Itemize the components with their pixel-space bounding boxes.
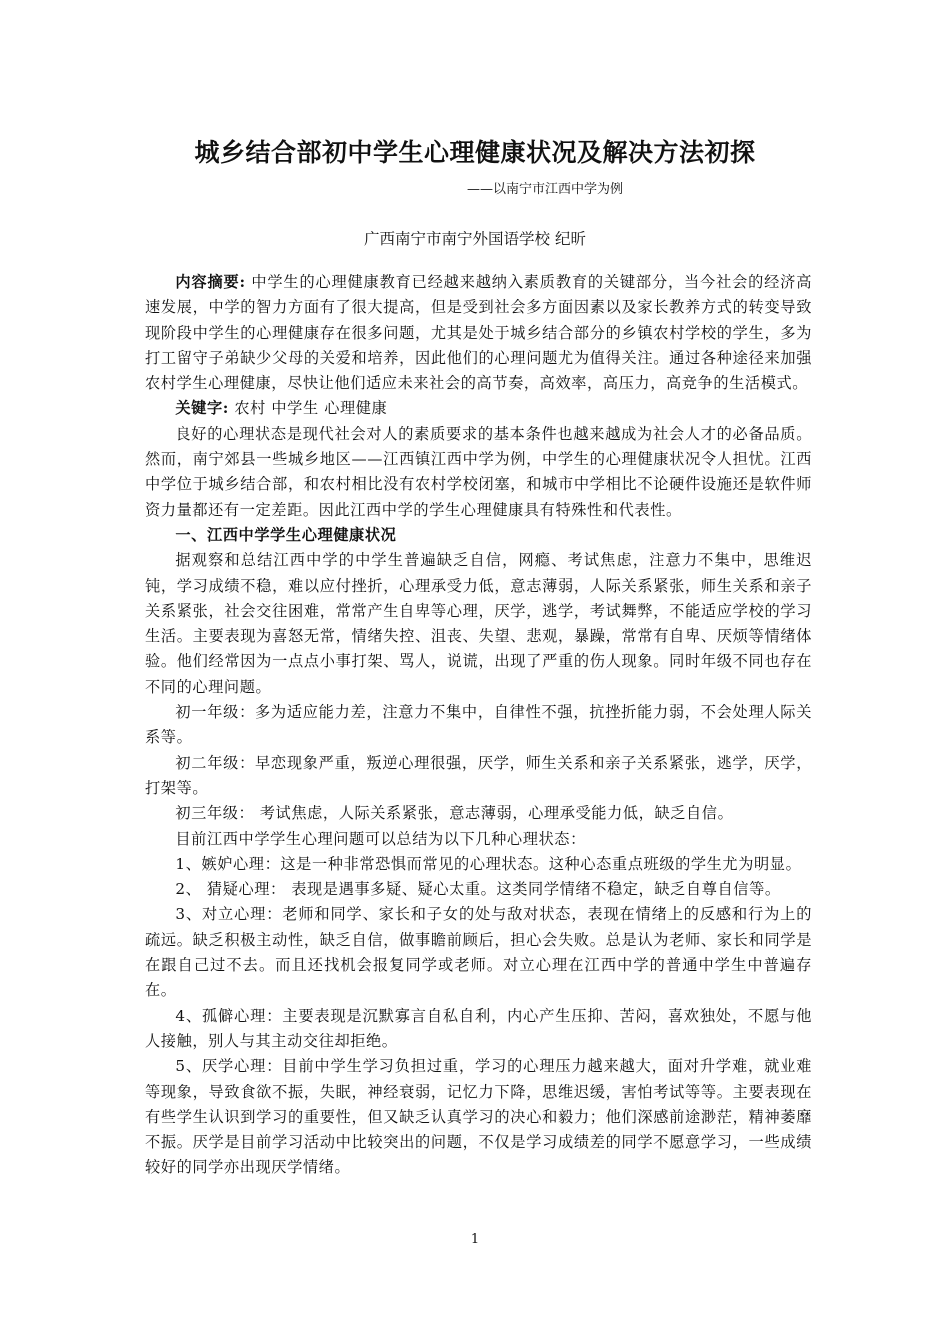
author-line: 广西南宁市南宁外国语学校 纪昕 (364, 230, 586, 248)
abstract-text: 中学生的心理健康教育已经越来越纳入素质教育的关键部分，当今社会的经济高速发展，中学的智力方面有了很大提高，但是受到社会多方面因素以及家长教养方式的转变导致现阶段中学生的心理健康存在很多问题，尤其是处于城乡结合部分的乡镇农村学校的学生，多为打工留守子弟缺少父母的关爱和培养，因此他们的心理问题尤为值得关注。通过各种途径来加强农村学生心理健康，尽快让他们适应未来社会的高节奏，高效率，高压力，高竞争的生活模式。 (145, 273, 812, 393)
summary-paragraph: 目前江西中学学生心理问题可以总结为以下几种心理状态： (175, 829, 586, 848)
intro-paragraph: 良好的心理状态是现代社会对人的素质要求的基本条件也越来越成为社会人才的必备品质。然而，南宁郊县一些城乡地区——江西镇江西中学为例，中学生的心理健康状况令人担忧。江西中学位于城乡结合部，和农村相比没有农村学校闭塞，和城市中学相比不论硬件设施还是软件师资力量都还有一定差距。因此江西中学的学生心理健康具有特殊性和代表性。 (145, 424, 812, 519)
list-item: 2、 猜疑心理： 表现是遇事多疑、疑心太重。这类同学情绪不稳定，缺乏自尊自信等。 (175, 880, 781, 899)
grade-two-paragraph: 初二年级：早恋现象严重，叛逆心理很强，厌学，师生关系和亲子关系紧张，逃学，厌学，打架等。 (145, 753, 812, 797)
section-paragraph: 据观察和总结江西中学的中学生普遍缺乏自信，网瘾、考试焦虑，注意力不集中，思维迟钝，学习成绩不稳，难以应付挫折，心理承受力低，意志薄弱，人际关系紧张，师生关系和亲子关系紧张，社会交往困难，常常产生自卑等心理，厌学，逃学，考试舞弊，不能适应学校的学习生活。主要表现为喜怒无常，情绪失控、沮丧、失望、悲观，暴躁，常常有自卑、厌烦等情绪体验。他们经常因为一点点小事打架、骂人，说谎，出现了严重的伤人现象。同时年级不同也存在不同的心理问题。 (145, 551, 812, 696)
document-title: 城乡结合部初中学生心理健康状况及解决方法初探 (194, 138, 756, 167)
abstract-paragraph (145, 270, 812, 396)
abstract-label: 内容摘要: (175, 273, 246, 291)
keywords-paragraph (145, 396, 812, 421)
list-item: 1、嫉妒心理：这是一种非常恐惧而常见的心理状态。这种心态重点班级的学生尤为明显。 (175, 854, 802, 873)
list-item: 5、厌学心理：目前中学生学习负担过重，学习的心理压力越来越大，面对升学难，就业难等现象，导致食欲不振，失眠，神经衰弱，记忆力下降，思维迟缓，害怕考试等等。主要表现在有些学生认识到学习的重要性，但又缺乏认真学习的决心和毅力；他们深感前途渺茫，精神萎靡不振。厌学是目前学习活动中比较突出的问题，不仅是学习成绩差的同学不愿意学习，一些成绩较好的同学亦出现厌学情绪。 (145, 1057, 812, 1177)
list-item: 4、孤僻心理：主要表现是沉默寡言自私自利，内心产生压抑、苦闷，喜欢独处，不愿与他人接触，别人与其主动交往却拒绝。 (145, 1006, 812, 1050)
section-heading: 一、江西中学学生心理健康状况 (175, 525, 397, 544)
keywords-label: 关键字: (175, 399, 229, 418)
page-number: 1 (470, 1232, 480, 1247)
document-body (145, 270, 812, 1181)
keywords-text: 农村 中学生 心理健康 (228, 399, 388, 418)
grade-one-paragraph: 初一年级：多为适应能力差，注意力不集中，自律性不强，抗挫折能力弱，不会处理人际关系等。 (145, 703, 812, 747)
document-subtitle: ——以南宁市江西中学为例 (466, 182, 623, 197)
grade-three-paragraph: 初三年级： 考试焦虑，人际关系紧张，意志薄弱，心理承受能力低，缺乏自信。 (175, 804, 734, 823)
list-item: 3、对立心理：老师和同学、家长和子女的处与敌对状态，表现在情绪上的反感和行为上的疏远。缺乏积极主动性，缺乏自信，做事瞻前顾后，担心会失败。总是认为老师、家长和同学是在跟自己过不去。而且还找机会报复同学或老师。对立心理在江西中学的普通中学生中普遍存在。 (145, 905, 812, 1000)
